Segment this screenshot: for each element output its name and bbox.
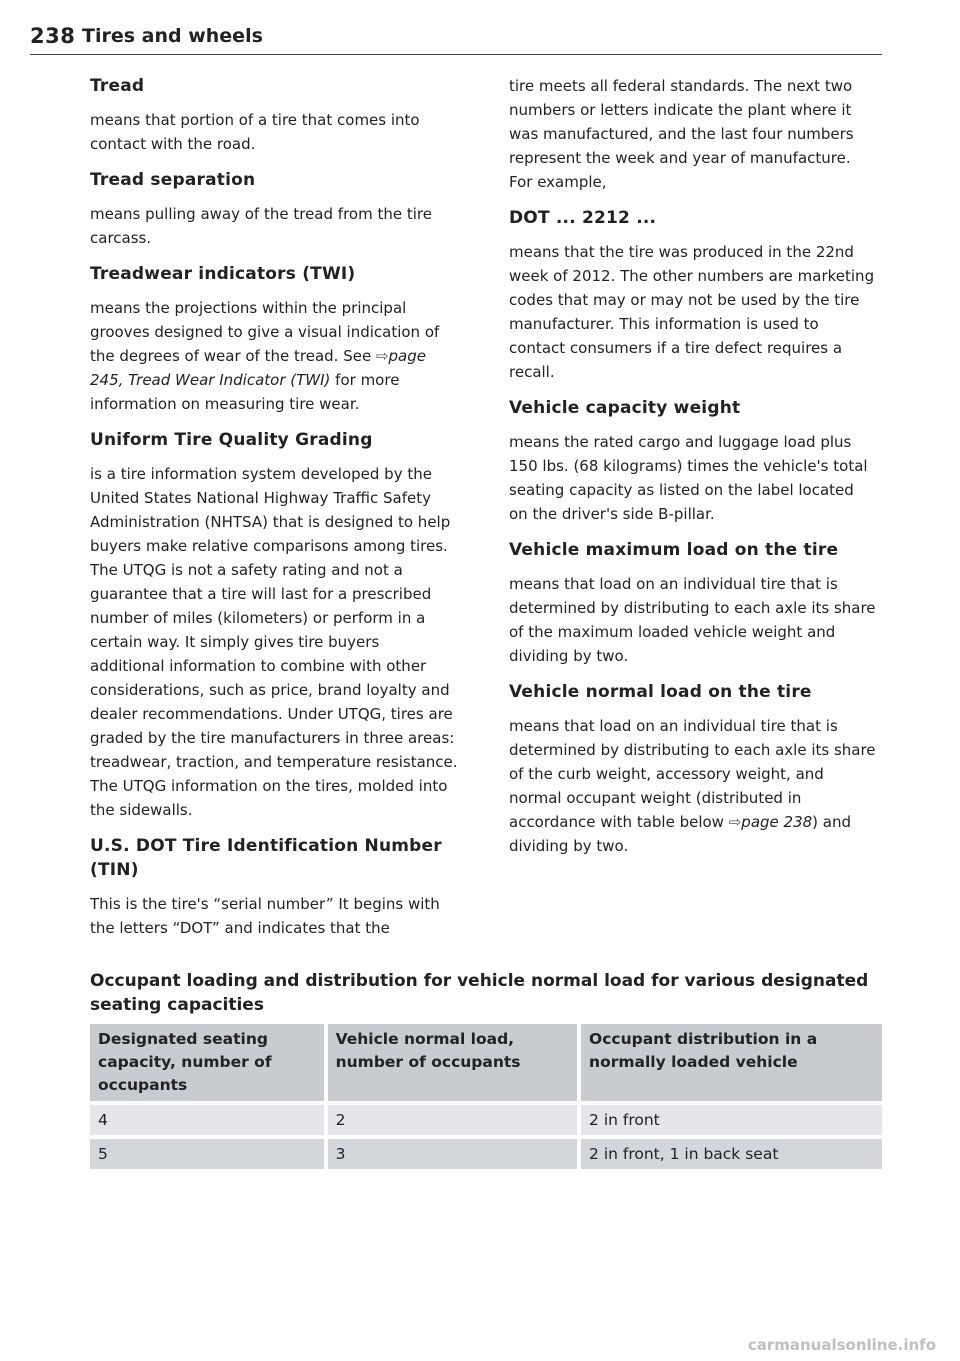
table-cell: 4 [90, 1101, 328, 1135]
text-vnl-part2: ) and dividing by two. [509, 813, 852, 855]
table-cell: 5 [90, 1135, 328, 1169]
table-cell: 2 in front [581, 1101, 882, 1135]
section-title: Tires and wheels [82, 25, 263, 47]
text-tin: This is the tire's “serial number” It begins with the letters “DOT” and indicates that the [90, 895, 440, 937]
heading-vehicle-normal-load: Vehicle normal load on the tire [509, 682, 812, 702]
heading-tread-separation: Tread separation [90, 170, 256, 190]
heading-vehicle-maximum-load: Vehicle maximum load on the tire [509, 540, 839, 560]
text-vehicle-maximum-load: means that load on an individual tire that is determined by distributing to each axle its share of the maximum loaded vehicle weight and dividing by two. [509, 575, 876, 665]
table-row [90, 1101, 882, 1135]
left-column [90, 74, 458, 952]
arrow-icon: ⇨ [375, 347, 389, 365]
text-twi-part1: means the projections within the principal grooves designed to give a visual indication of the degrees of wear of the tread. See [90, 299, 440, 365]
heading-tin: U.S. DOT Tire Identification Number (TIN) [90, 836, 442, 880]
text-utqg: is a tire information system developed by the United States National Highway Traffic Safety Administration (NHTSA) that is designed to help buyers make relative comparisons among tires. The UTQG is not a safety rating and not a guarantee that a tire will last for a prescribed number of miles (kilometers) or perform in a certain way. It simply gives tire buyers additional information to combine with other considerations, such as price, brand loyalty and dealer recommendations. Under UTQG, tires are graded by the tire manufacturers in three areas: treadwear, traction, and temperature resistance. The UTQG information on the tires, molded into the sidewalls. [90, 465, 458, 819]
heading-twi: Treadwear indicators (TWI) [90, 264, 356, 284]
heading-dot-example: DOT ... 2212 ... [509, 208, 657, 228]
watermark: carmanualsonline.info [747, 1336, 936, 1354]
xref-link-page-238[interactable]: page 238 [741, 813, 813, 831]
occupant-distribution-table [90, 1024, 882, 1169]
table-cell: 2 in front, 1 in back seat [581, 1135, 882, 1169]
text-twi [90, 296, 458, 416]
arrow-icon: ⇨ [728, 813, 742, 831]
text-vehicle-normal-load [509, 714, 877, 858]
text-twi-part2: for more information on measuring tire wear. [90, 371, 400, 413]
table-cell: 2 [328, 1101, 581, 1135]
heading-vehicle-capacity-weight: Vehicle capacity weight [509, 398, 741, 418]
page-header [30, 22, 882, 55]
page-number: 238 [30, 24, 76, 48]
text-vnl-part1: means that load on an individual tire that is determined by distributing to each axle its share of the curb weight, accessory weight, and normal occupant weight (distributed in accordance with table below [509, 717, 876, 831]
right-column [509, 74, 877, 870]
text-tread-separation: means pulling away of the tread from the tire carcass. [90, 205, 432, 247]
table-header-row [90, 1024, 882, 1101]
column-header: Vehicle normal load, number of occupants [328, 1024, 581, 1101]
table-cell: 3 [328, 1135, 581, 1169]
table-title: Occupant loading and distribution for vehicle normal load for various designated seating capacities [90, 971, 869, 1015]
heading-tread: Tread [90, 76, 145, 96]
column-header: Designated seating capacity, number of occupants [90, 1024, 328, 1101]
column-header: Occupant distribution in a normally loaded vehicle [581, 1024, 882, 1101]
text-tread: means that portion of a tire that comes into contact with the road. [90, 111, 420, 153]
text-vehicle-capacity-weight: means the rated cargo and luggage load plus 150 lbs. (68 kilograms) times the vehicle's total seating capacity as listed on the label located on the driver's side B-pillar. [509, 433, 868, 523]
text-tin-continued: tire meets all federal standards. The next two numbers or letters indicate the plant where it was manufactured, and the last four numbers represent the week and year of manufacture. For example, [509, 77, 854, 191]
heading-utqg: Uniform Tire Quality Grading [90, 430, 373, 450]
xref-link-page-245[interactable]: page 245, Tread Wear Indicator (TWI) [90, 347, 426, 389]
text-dot-example: means that the tire was produced in the 22nd week of 2012. The other numbers are marketing codes that may or may not be used by the tire manufacturer. This information is used to contact consumers if a tire defect requires a recall. [509, 243, 875, 381]
table-row [90, 1135, 882, 1169]
